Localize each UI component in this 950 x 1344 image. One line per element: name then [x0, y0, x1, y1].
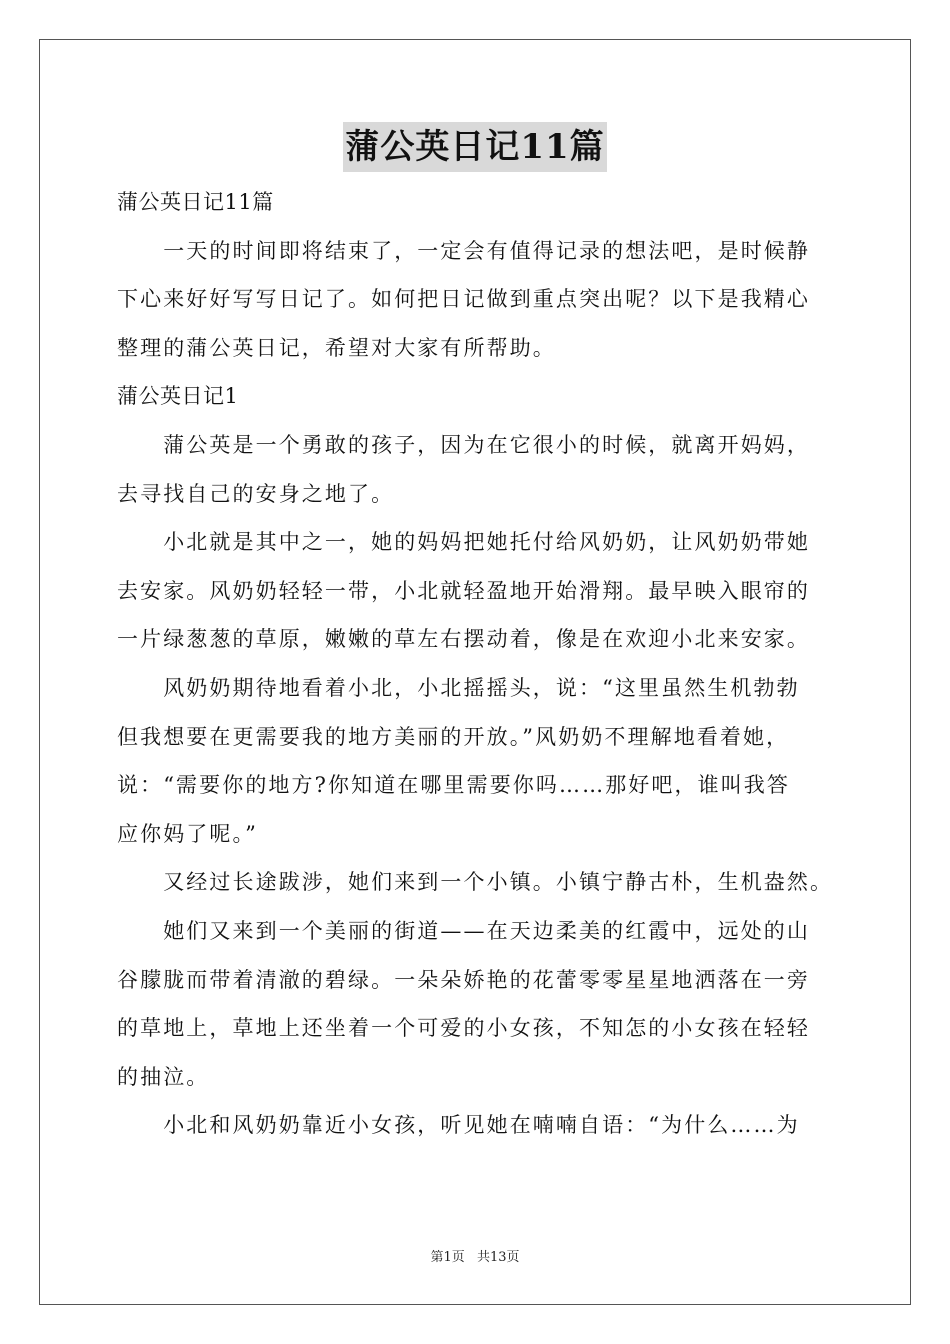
text-line: 的草地上，草地上还坐着一个可爱的小女孩，不知怎的小女孩在轻轻 [117, 1016, 810, 1041]
text-line: 下心来好好写写日记了。如何把日记做到重点突出呢？以下是我精心 [117, 287, 810, 312]
text-line: 去安家。风奶奶轻轻一带，小北就轻盈地开始滑翔。最早映入眼帘的 [117, 578, 810, 603]
document-title: 蒲公英日记11篇 [343, 122, 606, 172]
page-total: 共13页 [476, 1250, 520, 1265]
text-line: 一片绿葱葱的草原，嫩嫩的草左右摆动着，像是在欢迎小北来安家。 [117, 627, 810, 652]
text-line: 小北就是其中之一，她的妈妈把她托付给风奶奶，让风奶奶带她 [117, 530, 810, 555]
text-line: 又经过长途跋涉，她们来到一个小镇。小镇宁静古朴，生机盎然。 [117, 870, 834, 895]
document-body [117, 178, 837, 1150]
text-line: 蒲公英是一个勇敢的孩子，因为在它很小的时候，就离开妈妈， [117, 432, 810, 457]
text-line: 她们又来到一个美丽的街道——在天边柔美的红霞中，远处的山 [117, 918, 810, 943]
text-line: 一天的时间即将结束了，一定会有值得记录的想法吧，是时候静 [117, 238, 810, 263]
section-heading: 蒲公英日记1 [117, 384, 239, 409]
text-line: 风奶奶期待地看着小北，小北摇摇头，说：“这里虽然生机勃勃 [117, 675, 800, 700]
text-line: 去寻找自己的安身之地了。 [117, 481, 395, 506]
text-line: 的抽泣。 [117, 1064, 210, 1089]
text-line: 说：“需要你的地方?你知道在哪里需要你吗……那好吧，谁叫我答 [117, 773, 790, 798]
text-line: 整理的蒲公英日记，希望对大家有所帮助。 [117, 335, 556, 360]
title-area [0, 122, 950, 172]
page-number: 第1页 [430, 1250, 465, 1265]
text-line: 但我想要在更需要我的地方美丽的开放。”风奶奶不理解地看着她， [117, 724, 790, 749]
text-line: 谷朦胧而带着清澈的碧绿。一朵朵娇艳的花蕾零零星星地洒落在一旁 [117, 967, 810, 992]
page-footer [0, 1246, 950, 1265]
text-line: 小北和风奶奶靠近小女孩，听见她在喃喃自语：“为什么……为 [117, 1113, 800, 1138]
subtitle-line: 蒲公英日记11篇 [117, 190, 274, 214]
text-line: 应你妈了呢。” [117, 821, 258, 846]
